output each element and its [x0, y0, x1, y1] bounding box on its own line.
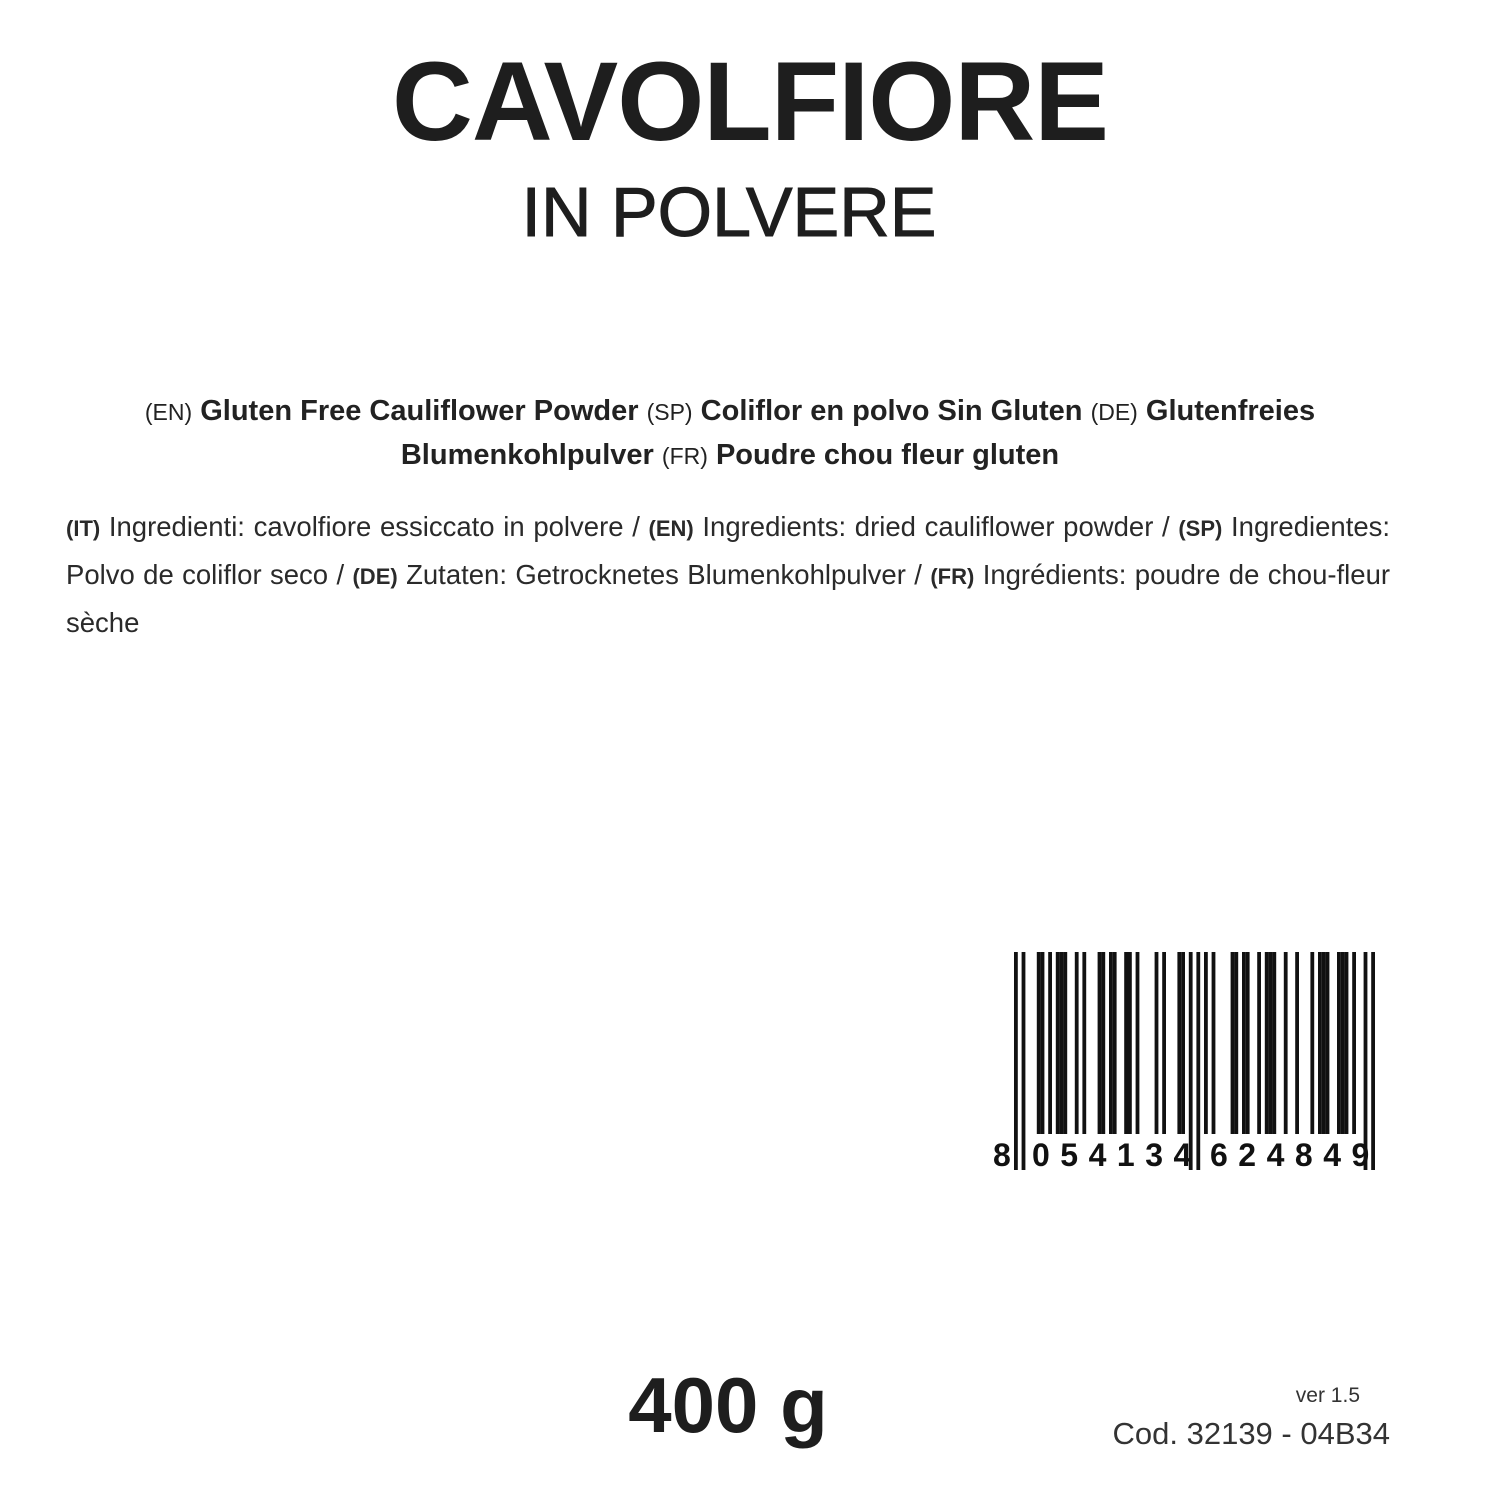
barcode-bar: [1341, 952, 1345, 1134]
lang-code: (DE): [1090, 399, 1138, 425]
product-name-en: Gluten Free Cauliflower Powder: [200, 395, 639, 427]
barcode-first-digit: 8: [993, 1137, 1011, 1173]
barcode-bar: [1124, 952, 1128, 1134]
barcode-bar: [1082, 952, 1086, 1134]
ingredients-fr: Ingrédients: poudre de chou-fleur sèche: [66, 559, 1391, 638]
barcode-bar: [1136, 952, 1140, 1134]
barcode-guard-bar: [1014, 952, 1018, 1170]
barcode-bar: [1284, 952, 1288, 1134]
barcode-bar: [1269, 952, 1273, 1134]
barcode-bar: [1056, 952, 1060, 1134]
barcode-bar: [1322, 952, 1326, 1134]
barcode-bar: [1048, 952, 1052, 1134]
product-title: CAVOLFIORE: [392, 39, 1108, 164]
barcode-bar: [1113, 952, 1117, 1134]
barcode-bar: [1162, 952, 1166, 1134]
product-name-sp: Coliflor en polvo Sin Gluten: [700, 395, 1083, 427]
barcode-bar: [1295, 952, 1299, 1134]
ingredients-sp: Ingredientes: Polvo de coliflor seco /: [66, 511, 1391, 590]
barcode-bar: [1109, 952, 1113, 1134]
product-subtitle: IN POLVERE: [521, 173, 937, 251]
lang-code: (FR): [661, 443, 708, 469]
barcode-bar: [1231, 952, 1235, 1134]
barcode-bar: [1265, 952, 1269, 1134]
barcode-bar: [1060, 952, 1064, 1134]
barcode-left-digits: 054134: [1032, 1137, 1202, 1173]
lang-code: (EN): [144, 399, 193, 425]
barcode-bar: [1352, 952, 1356, 1134]
barcode-bar: [1310, 952, 1314, 1134]
ingredients-text: [66, 504, 1390, 646]
product-names: [70, 390, 1390, 478]
barcode-bar: [1037, 952, 1041, 1134]
barcode-bar: [1345, 952, 1349, 1134]
product-name-de: Glutenfreies Blumenkohlpulver: [400, 395, 1316, 471]
barcode-bar: [1337, 952, 1341, 1134]
ingredients-en: Ingredients: dried cauliflower powder /: [702, 511, 1170, 542]
barcode-bar: [1075, 952, 1079, 1134]
barcode-bar: [1242, 952, 1246, 1134]
barcode-bar: [1128, 952, 1132, 1134]
barcode-bar: [1318, 952, 1322, 1134]
barcode-bar: [1246, 952, 1250, 1134]
ingredients-it: Ingredienti: cavolfiore essiccato in polvere /: [108, 511, 640, 542]
barcode-bar: [1212, 952, 1216, 1134]
lang-code: (EN): [648, 516, 694, 541]
ingredients-de: Zutaten: Getrocknetes Blumenkohlpulver /: [406, 559, 922, 590]
lang-code: (FR): [930, 564, 975, 589]
barcode-bar: [1098, 952, 1102, 1134]
product-code: Cod. 32139 - 04B34: [1112, 1416, 1390, 1451]
barcode-bar: [1063, 952, 1067, 1134]
barcode-bar: [1041, 952, 1045, 1134]
barcode-bar: [1155, 952, 1159, 1134]
barcode-bar: [1181, 952, 1185, 1134]
lang-code: (DE): [352, 564, 398, 589]
version-label: ver 1.5: [1295, 1384, 1360, 1407]
barcode-bar: [1101, 952, 1105, 1134]
lang-code: (SP): [646, 399, 693, 425]
barcode-guard-bar: [1022, 952, 1026, 1170]
barcode-right-digits: 624849: [1210, 1137, 1380, 1173]
lang-code: (IT): [66, 516, 101, 541]
product-name-fr: Poudre chou fleur gluten: [715, 439, 1060, 471]
barcode-bar: [1177, 952, 1181, 1134]
lang-code: (SP): [1178, 516, 1223, 541]
net-weight: 400 g: [628, 1361, 828, 1449]
barcode-bar: [1272, 952, 1276, 1134]
barcode-bar: [1326, 952, 1330, 1134]
barcode: [990, 950, 1390, 1180]
barcode-bar: [1204, 952, 1208, 1134]
barcode-bar: [1257, 952, 1261, 1134]
barcode-bar: [1234, 952, 1238, 1134]
